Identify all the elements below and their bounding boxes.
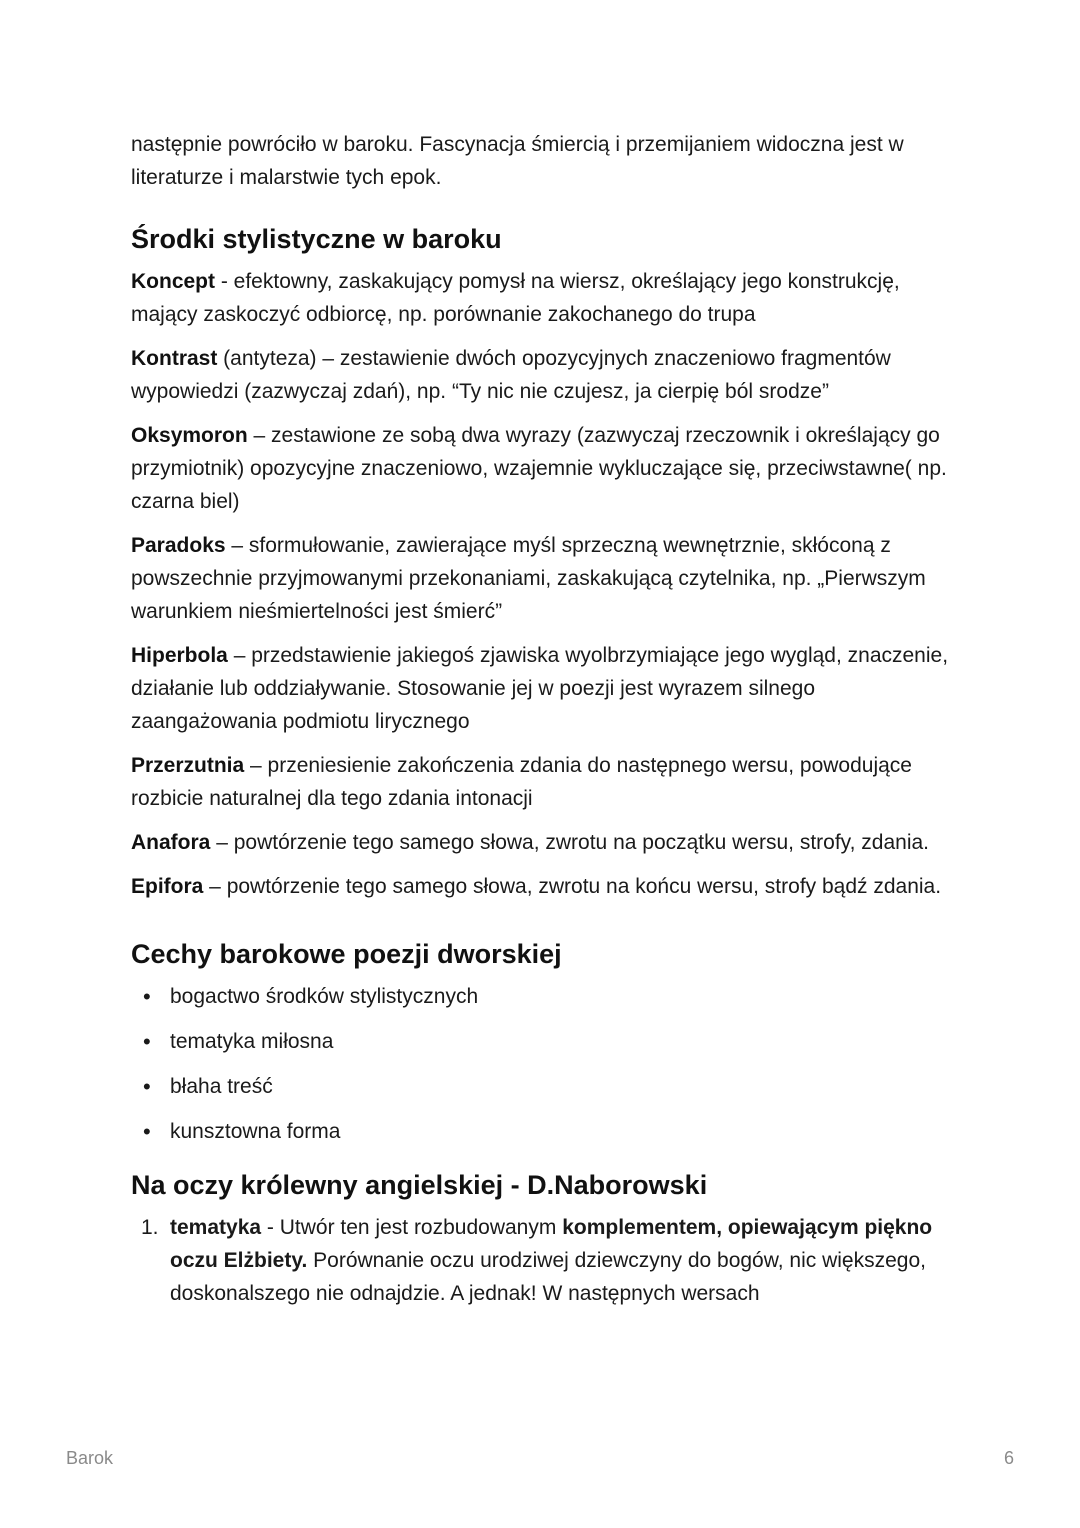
definition-text: (antyteza) – zestawienie dwóch opozycyjnych znaczeniowo fragmentów wypowiedzi (zazwyczaj zdań), np. “Ty nic nie czujesz, ja cierpię ból srodze” [131, 347, 891, 403]
definition-koncept [131, 265, 951, 331]
term: Kontrast [131, 347, 218, 370]
numbered-list [131, 1211, 951, 1310]
term: Epifora [131, 875, 204, 898]
list-item: • tematyka miłosna [131, 1025, 951, 1058]
term: Oksymoron [131, 424, 248, 447]
term: Paradoks [131, 534, 226, 557]
term: Hiperbola [131, 644, 228, 667]
term: Koncept [131, 270, 215, 293]
definition-text: – przedstawienie jakiegoś zjawiska wyolbrzymiające jego wygląd, znaczenie, działanie lub oddziaływanie. Stosowanie jej w poezji jest wyrazem silnego zaangażowania podmiotu lirycznego [131, 644, 949, 733]
document-page [131, 128, 951, 1310]
intro-paragraph: następnie powróciło w baroku. Fascynacja śmiercią i przemijaniem widoczna jest w literaturze i malarstwie tych epok. [131, 133, 904, 189]
bullet-list [131, 980, 951, 1148]
list-item: • kunsztowna forma [131, 1115, 951, 1148]
term: tematyka [170, 1216, 262, 1239]
list-text: - Utwór ten jest rozbudowanym [261, 1216, 563, 1239]
definition-text: - efektowny, zaskakujący pomysł na wiersz, określający jego konstrukcję, mający zaskoczyć odbiorcę, np. porównanie zakochanego do trupa [131, 270, 900, 326]
definition-text: – sformułowanie, zawierające myśl sprzeczną wewnętrznie, skłóconą z powszechnie przyjmowanymi przekonaniami, zaskakującą czytelnika, np. „Pierwszym warunkiem nieśmiertelności jest śmierć” [131, 534, 926, 623]
section-heading-court-poetry: Cechy barokowe poezji dworskiej [131, 939, 562, 969]
definition-epifora [131, 870, 951, 903]
footer-title: Barok [66, 1448, 114, 1468]
term: Anafora [131, 831, 211, 854]
emphasis-text: komplementem, opiewającym piękno oczu Elżbiety. [170, 1216, 933, 1272]
section-heading-poem: Na oczy królewny angielskiej - D.Naborowski [131, 1170, 708, 1200]
list-text: Porównanie oczu urodziwej dziewczyny do bogów, nic większego, doskonalszego nie odnajdzie. A jednak! W następnych wersach [170, 1249, 926, 1305]
definition-kontrast [131, 342, 951, 408]
definition-anafora [131, 826, 951, 859]
list-item: • błaha treść [131, 1070, 951, 1103]
term: Przerzutnia [131, 754, 245, 777]
list-item [131, 1211, 951, 1310]
list-number: 1. [141, 1216, 159, 1239]
definition-text: – zestawione ze sobą dwa wyrazy (zazwyczaj rzeczownik i określający go przymiotnik) opozycyjne znaczeniowo, wzajemnie wykluczające się, przeciwstawne( np. czarna biel) [131, 424, 947, 513]
definition-text: – powtórzenie tego samego słowa, zwrotu na końcu wersu, strofy bądź zdania. [203, 875, 942, 898]
page-number: 6 [1004, 1448, 1015, 1468]
definition-paradoks [131, 529, 951, 628]
section-heading-stylistic-devices: Środki stylistyczne w baroku [131, 224, 502, 254]
definition-text: – przeniesienie zakończenia zdania do następnego wersu, powodujące rozbicie naturalnej dla tego zdania intonacji [131, 754, 912, 810]
definition-przerzutnia [131, 749, 951, 815]
definition-text: – powtórzenie tego samego słowa, zwrotu na początku wersu, strofy, zdania. [210, 831, 930, 854]
definition-oksymoron [131, 419, 951, 518]
list-item: • bogactwo środków stylistycznych [131, 980, 951, 1013]
definition-hiperbola [131, 639, 951, 738]
